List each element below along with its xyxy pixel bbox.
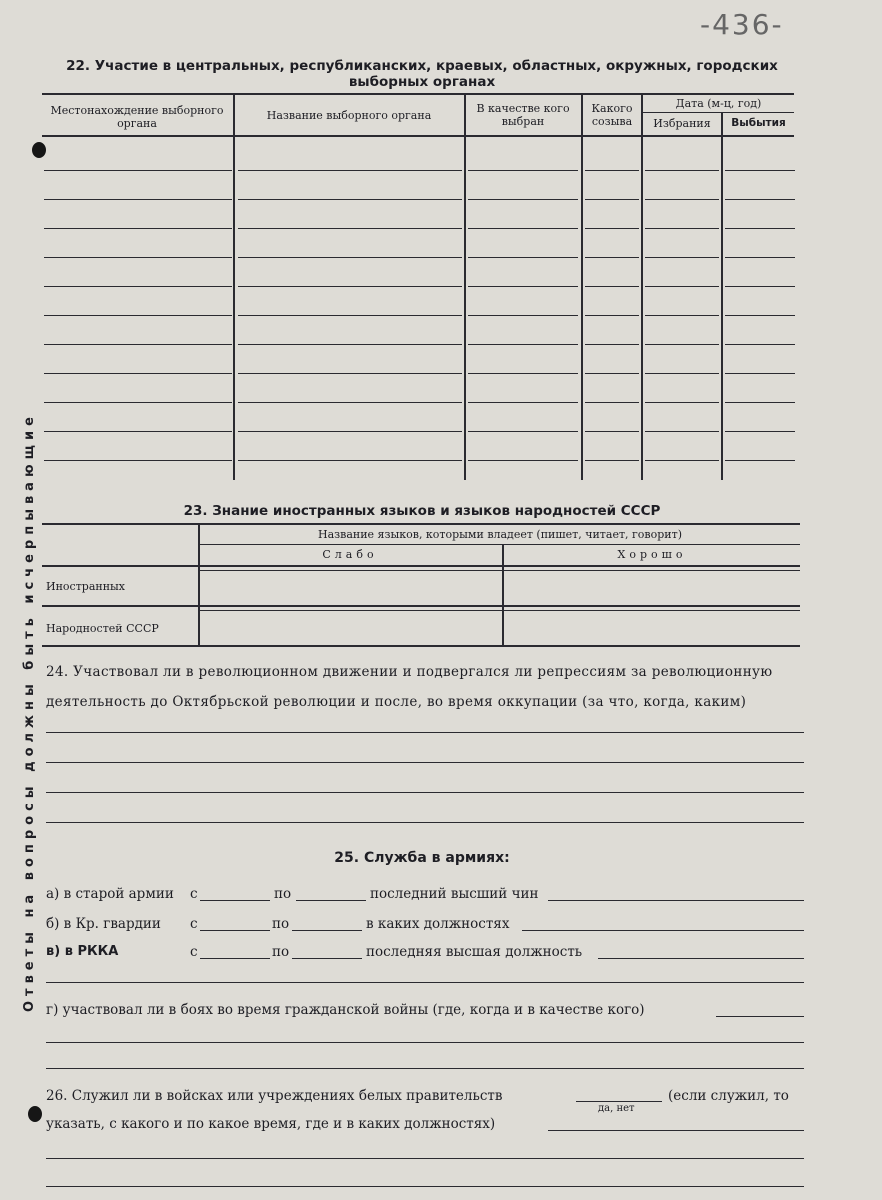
table-row-line [238,257,462,258]
from-word: с [190,944,198,960]
table-row-line [468,315,578,316]
table-row-line [645,170,719,171]
table-row-line [44,373,232,374]
table-row-line [238,460,462,461]
table-row-line [725,460,795,461]
table-row-line [645,286,719,287]
table-row-line [585,344,639,345]
s26-line2: указать, с какого и по какое время, где и в каких должностях) [46,1116,496,1132]
table-row-line [44,257,232,258]
row-foreign: Иностранных [46,580,126,593]
s26-line1-tail: (если служил, то [668,1088,789,1104]
table-row-line [585,170,639,171]
table-row-line [725,373,795,374]
col-weak: Слабо [322,548,378,561]
table-row-line [468,402,578,403]
s25-b-tail: в каких должностях [366,916,510,932]
table-row-line [44,315,232,316]
table-row-line [44,228,232,229]
table-row-line [725,315,795,316]
table-row-line [468,199,578,200]
table-row-line [585,402,639,403]
table-row-line [585,431,639,432]
page-number: -436- [700,8,784,41]
table-row-line [645,315,719,316]
table-row-line [44,460,232,461]
s25-v-tail: последняя высшая должность [366,944,583,960]
table-row-line [585,228,639,229]
table-row-line [645,257,719,258]
table-row-line [238,286,462,287]
side-note: Ответы на вопросы должны быть исчерпывающие [22,412,37,1012]
table-row-line [238,431,462,432]
s24-line2: деятельность до Октябрьской революции и после, во время оккупации (за что, когда, каким) [46,694,747,710]
col-good: Хорошо [617,548,687,561]
table-row-line [725,199,795,200]
table-row-line [585,199,639,200]
s25-b-label: б) в Кр. гвардии [46,916,161,932]
table-row-line [44,344,232,345]
row-ussr: Народностей СССР [46,622,159,635]
col-convocation: Какого созыва [591,102,633,128]
table-row-line [468,286,578,287]
table-row-line [725,228,795,229]
table-row-line [725,170,795,171]
section-23-title: 23. Знание иностранных языков и языков народностей СССР [183,503,661,519]
s25-v-label: в) в РККА [46,944,119,959]
table-row-line [725,402,795,403]
table-row-line [645,460,719,461]
s25-a-tail: последний высший чин [370,886,539,902]
table-row-line [468,344,578,345]
table-row-line [645,402,719,403]
to-word: по [274,886,292,902]
s25-g-line: г) участвовал ли в боях во время гражданской войны (где, когда и в качестве кого) [46,1002,645,1018]
table-row-line [645,373,719,374]
table-row-line [725,257,795,258]
table-row-line [468,170,578,171]
section-22-title: 22. Участие в центральных, республиканских, краевых, областных, окружных, городских выборных органах [66,58,778,90]
table-row-line [585,373,639,374]
table-row-line [645,431,719,432]
table-row-line [44,286,232,287]
col-role: В качестве кого выбран [476,102,570,128]
table-row-line [238,315,462,316]
table-row-line [468,228,578,229]
table-row-line [645,344,719,345]
table-row-line [44,402,232,403]
to-word: по [272,916,290,932]
table-row-line [585,315,639,316]
col-location: Местонахождение выборного органа [50,104,224,130]
col-elected: Избрания [653,117,711,130]
table-row-line [645,228,719,229]
from-word: с [190,916,198,932]
punch-hole [32,142,46,158]
col-name: Название выборного органа [266,109,432,122]
table-row-line [238,344,462,345]
table-row-line [468,431,578,432]
table-row-line [468,373,578,374]
table-row-line [725,431,795,432]
col-left: Выбытия [731,117,786,129]
table-row-line [238,170,462,171]
yes-no-hint: да, нет [598,1103,635,1114]
table-row-line [238,402,462,403]
table-row-line [585,286,639,287]
section-25-title: 25. Служба в армиях: [334,850,510,866]
table-row-line [725,344,795,345]
table-row-line [44,170,232,171]
col-date: Дата (м-ц, год) [675,97,762,110]
table-row-line [725,286,795,287]
s26-line1: 26. Служил ли в войсках или учреждениях белых правительств [46,1088,503,1104]
table-row-line [585,460,639,461]
to-word: по [272,944,290,960]
s25-a-label: а) в старой армии [46,886,174,902]
s24-line1: 24. Участвовал ли в революционном движении и подвергался ли репрессиям за революционную [46,664,773,680]
punch-hole [28,1106,42,1122]
table-row-line [44,431,232,432]
table-row-line [238,199,462,200]
table-row-line [585,257,639,258]
table-row-line [645,199,719,200]
table-row-line [468,257,578,258]
table-row-line [238,228,462,229]
from-word: с [190,886,198,902]
table-row-line [44,199,232,200]
lang-subheader: Название языков, которыми владеет (пишет, читает, говорит) [317,528,682,541]
table-row-line [238,373,462,374]
table-row-line [468,460,578,461]
